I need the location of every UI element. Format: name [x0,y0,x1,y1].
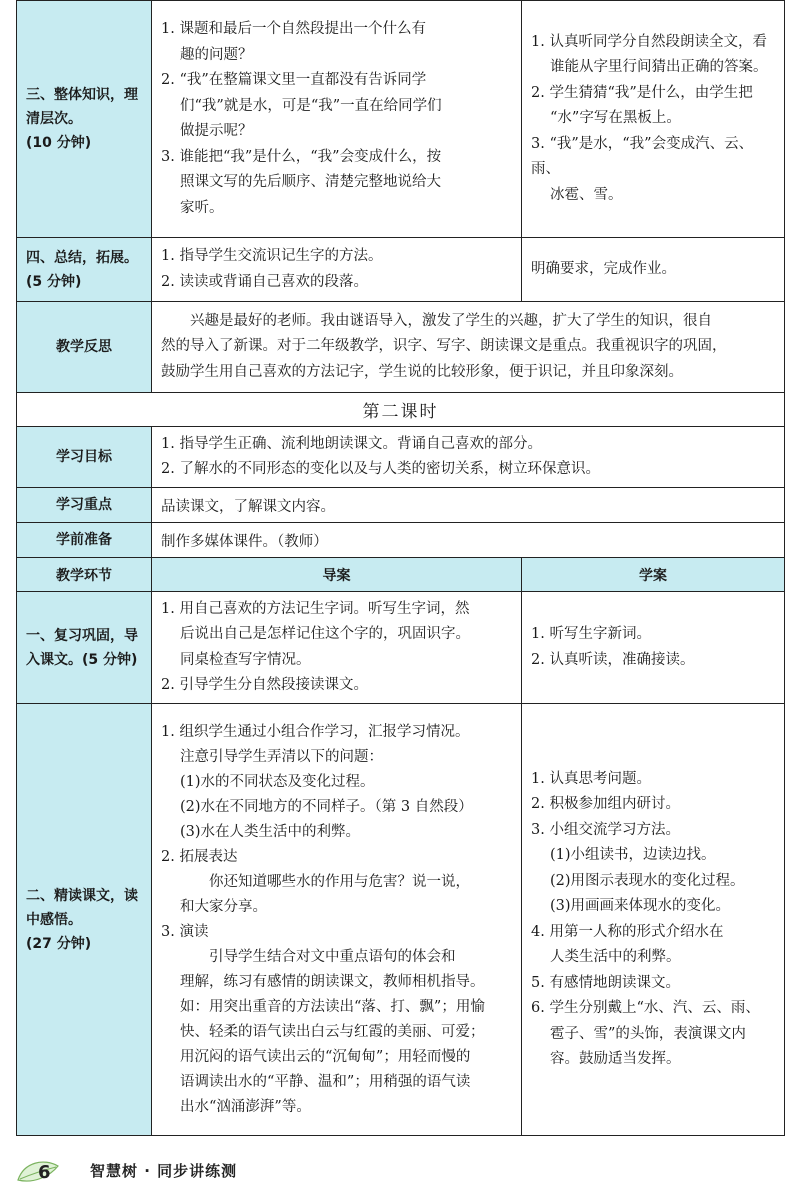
step-label-step1: 一、复习巩固，导入课文。(5 分钟) [17,592,152,704]
goals-label: 学习目标 [17,427,152,488]
lesson-plan-table [16,0,785,1136]
study-cell-step2: 1. 认真思考问题。 2. 积极参加组内研讨。 3. 小组交流学习方法。 (1)小组读书，边读边找。 (2)用图示表现水的变化过程。 (3)用画画来体现水的变化。 4. 用第一人称的形式介绍水在 人类生活中的利弊。 5. 有感情地朗读课文。 6. 学生分别戴上“水、汽、云、雨、 雹子、雪”的头饰，表演课文内 容。鼓励适当发挥。 [522,704,785,1136]
prep-text: 制作多媒体课件。（教师） [152,523,785,558]
goals-text: 1. 指导学生正确、流利地朗读课文。背诵自己喜欢的部分。 2. 了解水的不同形态的变化以及与人类的密切关系，树立环保意识。 [152,427,785,488]
focus-label: 学习重点 [17,488,152,523]
reflection-label: 教学反思 [17,302,152,393]
study-cell-section4: 明确要求，完成作业。 [522,238,785,302]
page-footer [0,1148,800,1201]
guide-cell-section3: 1. 课题和最后一个自然段提出一个什么有 趣的问题？ 2. “我”在整篇课文里一直都没有告诉同学 们“我”就是水，可是“我”一直在给同学们 做提示呢？ 3. 谁能把“我”是什么，“我”会变成什么，按 照课文写的先后顺序、清楚完整地说给大 家听。 [152,1,522,238]
page-number: 6 [38,1162,51,1183]
study-cell-section3: 1. 认真听同学分自然段朗读全文，看 谁能从字里行间猜出正确的答案。 2. 学生猜猜“我”是什么，由学生把 “水”字写在黑板上。 3. “我”是水，“我”会变成汽、云、雨、 冰雹、雪。 [522,1,785,238]
study-cell-step1: 1. 听写生字新词。 2. 认真听读，准确接读。 [522,592,785,704]
leaf-icon [14,1156,60,1188]
header-step: 教学环节 [17,558,152,592]
step-label-section4: 四、总结，拓展。 (5 分钟) [17,238,152,302]
guide-cell-step2: 1. 组织学生通过小组合作学习，汇报学习情况。 注意引导学生弄清以下的问题： (1)水的不同状态及变化过程。 (2)水在不同地方的不同样子。（第 3 自然段） (3)水在人类生活中的利弊。 2. 拓展表达 你还知道哪些水的作用与危害？说一说， 和大家分享。 3. 演读 引导学生结合对文中重点语句的体会和 理解，练习有感情的朗读课文，教师相机指导。 如：用突出重音的方法读出“落、打、飘”；用愉 快、轻柔的语气读出白云与红霞的美丽、可爱； 用沉闷的语气读出云的“沉甸甸”；用轻而慢的 语调读出水的“平静、温和”；用稍强的语气读 出水“汹涌澎湃”等。 [152,704,522,1136]
header-study: 学案 [522,558,785,592]
reflection-text: 兴趣是最好的老师。我由谜语导入，激发了学生的兴趣，扩大了学生的知识，很自 然的导入了新课。对于二年级教学，识字、写字、朗读课文是重点。我重视识字的巩固， 鼓励学生用自己喜欢的方法记字，学生说的比较形象，便于识记，并且印象深刻。 [152,302,785,393]
step-label-section3: 三、整体知识，理清层次。 (10 分钟) [17,1,152,238]
prep-label: 学前准备 [17,523,152,558]
header-guide: 导案 [152,558,522,592]
series-brand: 智慧树 · 同步讲练测 [90,1162,238,1180]
focus-text: 品读课文，了解课文内容。 [152,488,785,523]
lesson2-title: 第二课时 [17,393,785,427]
guide-cell-step1: 1. 用自己喜欢的方法记生字词。听写生字词，然 后说出自己是怎样记住这个字的，巩固识字。 同桌检查写字情况。 2. 引导学生分自然段接读课文。 [152,592,522,704]
step-label-step2: 二、精读课文，读中感悟。 (27 分钟) [17,704,152,1136]
page-number-badge [14,1156,60,1188]
guide-cell-section4: 1. 指导学生交流识记生字的方法。 2. 读读或背诵自己喜欢的段落。 [152,238,522,302]
